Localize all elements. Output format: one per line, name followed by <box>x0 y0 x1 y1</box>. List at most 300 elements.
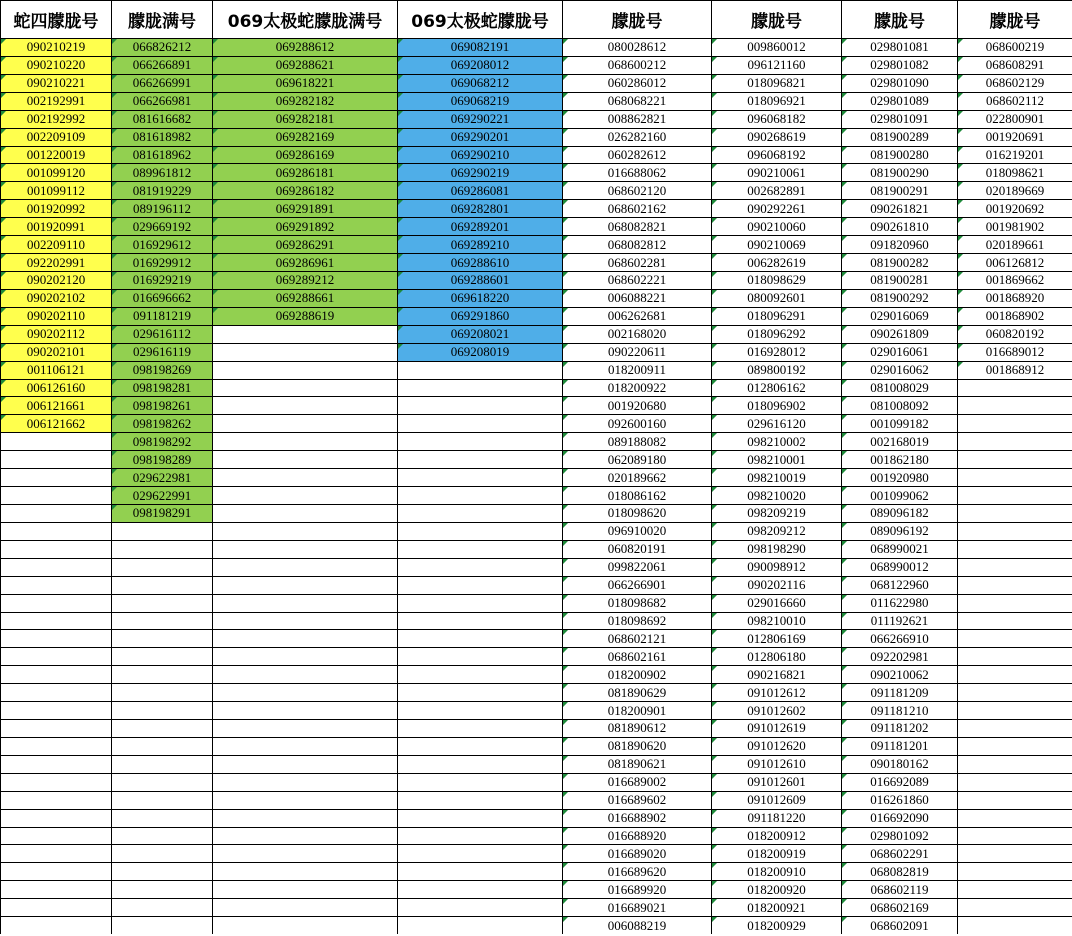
table-cell[interactable]: 091012619 <box>712 720 842 738</box>
table-cell[interactable] <box>958 666 1072 684</box>
table-cell[interactable]: 018098682 <box>563 594 712 612</box>
table-cell[interactable] <box>398 881 563 899</box>
table-cell[interactable]: 096068182 <box>712 110 842 128</box>
table-cell[interactable]: 090098912 <box>712 558 842 576</box>
table-cell[interactable]: 026282160 <box>563 128 712 146</box>
table-cell[interactable] <box>398 755 563 773</box>
table-cell[interactable]: 069286182 <box>213 182 398 200</box>
table-cell[interactable] <box>112 899 213 917</box>
table-cell[interactable]: 068082812 <box>563 236 712 254</box>
table-cell[interactable]: 081919229 <box>112 182 213 200</box>
table-cell[interactable]: 091181210 <box>842 702 958 720</box>
table-cell[interactable]: 068602291 <box>842 845 958 863</box>
table-cell[interactable]: 080092601 <box>712 289 842 307</box>
table-cell[interactable] <box>1 648 112 666</box>
table-cell[interactable]: 090210219 <box>1 39 112 57</box>
table-cell[interactable]: 001920980 <box>842 469 958 487</box>
table-cell[interactable] <box>1 917 112 934</box>
table-cell[interactable] <box>1 881 112 899</box>
table-cell[interactable] <box>213 540 398 558</box>
table-cell[interactable] <box>213 397 398 415</box>
table-cell[interactable] <box>398 648 563 666</box>
table-cell[interactable] <box>398 702 563 720</box>
table-cell[interactable]: 006121661 <box>1 397 112 415</box>
table-cell[interactable]: 098198262 <box>112 415 213 433</box>
table-cell[interactable]: 090210069 <box>712 236 842 254</box>
table-cell[interactable]: 081616682 <box>112 110 213 128</box>
table-cell[interactable]: 006126812 <box>958 254 1072 272</box>
table-cell[interactable]: 011192621 <box>842 612 958 630</box>
table-cell[interactable]: 098209212 <box>712 522 842 540</box>
table-cell[interactable]: 091181220 <box>712 809 842 827</box>
table-cell[interactable] <box>398 433 563 451</box>
table-cell[interactable] <box>112 522 213 540</box>
table-cell[interactable] <box>958 755 1072 773</box>
table-cell[interactable] <box>213 522 398 540</box>
table-cell[interactable] <box>112 540 213 558</box>
table-cell[interactable]: 080028612 <box>563 39 712 57</box>
table-cell[interactable]: 016929219 <box>112 271 213 289</box>
table-cell[interactable]: 069068212 <box>398 74 563 92</box>
table-cell[interactable]: 081900289 <box>842 128 958 146</box>
table-cell[interactable] <box>112 612 213 630</box>
table-cell[interactable]: 089961812 <box>112 164 213 182</box>
table-cell[interactable] <box>1 522 112 540</box>
table-cell[interactable]: 029801090 <box>842 74 958 92</box>
table-cell[interactable]: 081890612 <box>563 720 712 738</box>
table-cell[interactable]: 098198269 <box>112 361 213 379</box>
table-cell[interactable]: 006121662 <box>1 415 112 433</box>
table-cell[interactable]: 066266991 <box>112 74 213 92</box>
table-cell[interactable]: 081900280 <box>842 146 958 164</box>
table-cell[interactable]: 069288612 <box>213 39 398 57</box>
table-cell[interactable]: 001220019 <box>1 146 112 164</box>
table-cell[interactable]: 068602129 <box>958 74 1072 92</box>
table-cell[interactable]: 098210001 <box>712 451 842 469</box>
table-cell[interactable]: 069208021 <box>398 325 563 343</box>
table-cell[interactable]: 068602161 <box>563 648 712 666</box>
table-cell[interactable] <box>112 720 213 738</box>
table-cell[interactable]: 069208019 <box>398 343 563 361</box>
table-cell[interactable]: 018200919 <box>712 845 842 863</box>
table-cell[interactable] <box>1 504 112 522</box>
table-cell[interactable]: 018200921 <box>712 899 842 917</box>
table-cell[interactable]: 022800901 <box>958 110 1072 128</box>
table-cell[interactable]: 029669192 <box>112 218 213 236</box>
table-cell[interactable]: 018200912 <box>712 827 842 845</box>
table-cell[interactable]: 081900292 <box>842 289 958 307</box>
table-cell[interactable] <box>213 415 398 433</box>
table-cell[interactable]: 090202110 <box>1 307 112 325</box>
table-cell[interactable]: 016689021 <box>563 899 712 917</box>
table-cell[interactable]: 001099112 <box>1 182 112 200</box>
table-cell[interactable]: 069289210 <box>398 236 563 254</box>
table-cell[interactable]: 069288601 <box>398 271 563 289</box>
table-cell[interactable]: 098210020 <box>712 487 842 505</box>
table-cell[interactable] <box>1 594 112 612</box>
table-cell[interactable]: 066266901 <box>563 576 712 594</box>
table-cell[interactable]: 012806180 <box>712 648 842 666</box>
table-cell[interactable]: 091820960 <box>842 236 958 254</box>
table-cell[interactable]: 090202101 <box>1 343 112 361</box>
table-cell[interactable] <box>398 522 563 540</box>
table-cell[interactable] <box>213 504 398 522</box>
table-cell[interactable]: 029016660 <box>712 594 842 612</box>
table-cell[interactable] <box>213 612 398 630</box>
table-cell[interactable]: 016929612 <box>112 236 213 254</box>
table-cell[interactable]: 091181219 <box>112 307 213 325</box>
table-cell[interactable]: 089188082 <box>563 433 712 451</box>
table-cell[interactable]: 091012609 <box>712 791 842 809</box>
table-cell[interactable] <box>398 827 563 845</box>
table-cell[interactable] <box>213 791 398 809</box>
table-cell[interactable]: 066266891 <box>112 56 213 74</box>
table-cell[interactable] <box>112 558 213 576</box>
table-cell[interactable]: 001920991 <box>1 218 112 236</box>
table-cell[interactable] <box>1 755 112 773</box>
table-cell[interactable] <box>958 379 1072 397</box>
table-cell[interactable] <box>398 845 563 863</box>
table-cell[interactable]: 098210002 <box>712 433 842 451</box>
table-cell[interactable] <box>213 487 398 505</box>
table-cell[interactable]: 091181209 <box>842 684 958 702</box>
table-cell[interactable] <box>398 504 563 522</box>
table-cell[interactable]: 092202981 <box>842 648 958 666</box>
table-cell[interactable]: 011622980 <box>842 594 958 612</box>
table-cell[interactable] <box>398 809 563 827</box>
table-cell[interactable]: 016696662 <box>112 289 213 307</box>
table-cell[interactable]: 081008092 <box>842 397 958 415</box>
table-cell[interactable]: 016692090 <box>842 809 958 827</box>
table-cell[interactable] <box>1 863 112 881</box>
table-cell[interactable]: 090202116 <box>712 576 842 594</box>
table-cell[interactable]: 098198291 <box>112 504 213 522</box>
table-cell[interactable]: 069289212 <box>213 271 398 289</box>
table-cell[interactable]: 090210220 <box>1 56 112 74</box>
table-cell[interactable] <box>213 917 398 934</box>
table-cell[interactable] <box>1 558 112 576</box>
table-cell[interactable] <box>1 469 112 487</box>
table-cell[interactable]: 006262681 <box>563 307 712 325</box>
table-cell[interactable] <box>958 558 1072 576</box>
table-cell[interactable]: 068602121 <box>563 630 712 648</box>
table-cell[interactable] <box>1 630 112 648</box>
table-cell[interactable] <box>398 415 563 433</box>
table-cell[interactable] <box>112 827 213 845</box>
table-cell[interactable]: 098210010 <box>712 612 842 630</box>
header-cell-6[interactable]: 朦胧号 <box>712 1 842 39</box>
table-cell[interactable] <box>958 863 1072 881</box>
table-cell[interactable]: 066266981 <box>112 92 213 110</box>
table-cell[interactable] <box>213 737 398 755</box>
table-cell[interactable] <box>1 899 112 917</box>
header-cell-2[interactable]: 朦胧满号 <box>112 1 213 39</box>
table-cell[interactable] <box>1 451 112 469</box>
header-cell-5[interactable]: 朦胧号 <box>563 1 712 39</box>
table-cell[interactable]: 091012610 <box>712 755 842 773</box>
table-cell[interactable]: 016928012 <box>712 343 842 361</box>
header-cell-3[interactable]: 069太极蛇朦胧满号 <box>213 1 398 39</box>
table-cell[interactable]: 001920680 <box>563 397 712 415</box>
table-cell[interactable] <box>1 487 112 505</box>
table-cell[interactable] <box>112 630 213 648</box>
table-cell[interactable] <box>398 917 563 934</box>
table-cell[interactable] <box>213 827 398 845</box>
table-cell[interactable]: 068082821 <box>563 218 712 236</box>
table-cell[interactable]: 001920691 <box>958 128 1072 146</box>
table-cell[interactable] <box>1 540 112 558</box>
table-cell[interactable] <box>958 845 1072 863</box>
table-cell[interactable]: 069068219 <box>398 92 563 110</box>
table-cell[interactable] <box>112 684 213 702</box>
table-cell[interactable]: 096068192 <box>712 146 842 164</box>
table-cell[interactable] <box>958 809 1072 827</box>
table-cell[interactable]: 016688920 <box>563 827 712 845</box>
table-cell[interactable]: 018200922 <box>563 379 712 397</box>
table-cell[interactable]: 066266910 <box>842 630 958 648</box>
table-cell[interactable]: 001099120 <box>1 164 112 182</box>
table-cell[interactable] <box>398 487 563 505</box>
table-cell[interactable]: 018096291 <box>712 307 842 325</box>
table-cell[interactable] <box>112 917 213 934</box>
table-cell[interactable] <box>398 773 563 791</box>
table-cell[interactable]: 020189662 <box>563 469 712 487</box>
table-cell[interactable]: 081890620 <box>563 737 712 755</box>
table-cell[interactable]: 068602091 <box>842 917 958 934</box>
table-cell[interactable]: 098198290 <box>712 540 842 558</box>
table-cell[interactable] <box>213 361 398 379</box>
table-cell[interactable]: 060820191 <box>563 540 712 558</box>
table-cell[interactable]: 068602281 <box>563 254 712 272</box>
table-cell[interactable]: 068990012 <box>842 558 958 576</box>
table-cell[interactable]: 018096921 <box>712 92 842 110</box>
table-cell[interactable]: 069082191 <box>398 39 563 57</box>
table-cell[interactable]: 068990021 <box>842 540 958 558</box>
table-cell[interactable] <box>958 487 1072 505</box>
table-cell[interactable]: 002168020 <box>563 325 712 343</box>
table-cell[interactable]: 029616119 <box>112 343 213 361</box>
table-cell[interactable]: 016692089 <box>842 773 958 791</box>
table-cell[interactable]: 089196112 <box>112 200 213 218</box>
table-cell[interactable]: 081008029 <box>842 379 958 397</box>
table-cell[interactable] <box>1 666 112 684</box>
table-cell[interactable]: 098198281 <box>112 379 213 397</box>
table-cell[interactable]: 099822061 <box>563 558 712 576</box>
table-cell[interactable]: 069286169 <box>213 146 398 164</box>
table-cell[interactable]: 029616112 <box>112 325 213 343</box>
table-cell[interactable]: 018096292 <box>712 325 842 343</box>
table-cell[interactable]: 069286961 <box>213 254 398 272</box>
table-cell[interactable]: 069288610 <box>398 254 563 272</box>
table-cell[interactable]: 002192991 <box>1 92 112 110</box>
table-cell[interactable]: 069290221 <box>398 110 563 128</box>
table-cell[interactable] <box>958 773 1072 791</box>
table-cell[interactable]: 089096182 <box>842 504 958 522</box>
table-cell[interactable]: 069286081 <box>398 182 563 200</box>
table-cell[interactable]: 068602112 <box>958 92 1072 110</box>
table-cell[interactable]: 068608291 <box>958 56 1072 74</box>
table-cell[interactable]: 016689002 <box>563 773 712 791</box>
table-cell[interactable] <box>213 469 398 487</box>
table-cell[interactable] <box>213 630 398 648</box>
table-cell[interactable]: 089800192 <box>712 361 842 379</box>
table-cell[interactable] <box>213 863 398 881</box>
table-cell[interactable]: 001862180 <box>842 451 958 469</box>
table-cell[interactable] <box>398 558 563 576</box>
table-cell[interactable]: 018200920 <box>712 881 842 899</box>
table-cell[interactable] <box>112 845 213 863</box>
table-cell[interactable] <box>398 397 563 415</box>
table-cell[interactable] <box>398 361 563 379</box>
table-cell[interactable]: 016219201 <box>958 146 1072 164</box>
table-cell[interactable]: 068082819 <box>842 863 958 881</box>
table-cell[interactable] <box>1 845 112 863</box>
table-cell[interactable] <box>958 684 1072 702</box>
table-cell[interactable]: 069291860 <box>398 307 563 325</box>
table-cell[interactable]: 018098692 <box>563 612 712 630</box>
table-cell[interactable]: 029622981 <box>112 469 213 487</box>
table-cell[interactable] <box>213 666 398 684</box>
table-cell[interactable]: 001106121 <box>1 361 112 379</box>
table-cell[interactable]: 018200901 <box>563 702 712 720</box>
table-cell[interactable]: 081900290 <box>842 164 958 182</box>
table-cell[interactable]: 020189669 <box>958 182 1072 200</box>
table-cell[interactable]: 091012620 <box>712 737 842 755</box>
table-cell[interactable]: 016689602 <box>563 791 712 809</box>
table-cell[interactable] <box>213 648 398 666</box>
table-cell[interactable] <box>958 576 1072 594</box>
table-cell[interactable]: 069282182 <box>213 92 398 110</box>
table-cell[interactable]: 018200911 <box>563 361 712 379</box>
table-cell[interactable] <box>112 576 213 594</box>
table-cell[interactable]: 091181201 <box>842 737 958 755</box>
table-cell[interactable]: 002192992 <box>1 110 112 128</box>
table-cell[interactable]: 012806169 <box>712 630 842 648</box>
table-cell[interactable]: 090210221 <box>1 74 112 92</box>
table-cell[interactable]: 090261810 <box>842 218 958 236</box>
table-cell[interactable] <box>112 702 213 720</box>
table-cell[interactable] <box>398 594 563 612</box>
table-cell[interactable]: 012806162 <box>712 379 842 397</box>
table-cell[interactable]: 068602221 <box>563 271 712 289</box>
table-cell[interactable]: 081618962 <box>112 146 213 164</box>
table-cell[interactable]: 029616120 <box>712 415 842 433</box>
table-cell[interactable]: 029622991 <box>112 487 213 505</box>
table-cell[interactable]: 098198292 <box>112 433 213 451</box>
table-cell[interactable]: 001099182 <box>842 415 958 433</box>
table-cell[interactable] <box>398 899 563 917</box>
table-cell[interactable]: 018200929 <box>712 917 842 934</box>
table-cell[interactable]: 069286291 <box>213 236 398 254</box>
table-cell[interactable]: 068602169 <box>842 899 958 917</box>
table-cell[interactable]: 090216821 <box>712 666 842 684</box>
table-cell[interactable] <box>213 379 398 397</box>
table-cell[interactable]: 029801081 <box>842 39 958 57</box>
table-cell[interactable] <box>958 899 1072 917</box>
header-cell-4[interactable]: 069太极蛇朦胧号 <box>398 1 563 39</box>
table-cell[interactable]: 029801089 <box>842 92 958 110</box>
table-cell[interactable]: 069290201 <box>398 128 563 146</box>
table-cell[interactable]: 001869662 <box>958 271 1072 289</box>
table-cell[interactable]: 069286181 <box>213 164 398 182</box>
table-cell[interactable] <box>213 576 398 594</box>
table-cell[interactable] <box>958 504 1072 522</box>
table-cell[interactable] <box>398 576 563 594</box>
table-cell[interactable]: 018200902 <box>563 666 712 684</box>
table-cell[interactable] <box>398 666 563 684</box>
table-cell[interactable] <box>112 737 213 755</box>
table-cell[interactable] <box>213 433 398 451</box>
table-cell[interactable]: 081900281 <box>842 271 958 289</box>
table-cell[interactable]: 018098621 <box>958 164 1072 182</box>
table-cell[interactable]: 068122960 <box>842 576 958 594</box>
table-cell[interactable] <box>398 863 563 881</box>
table-cell[interactable]: 001099062 <box>842 487 958 505</box>
table-cell[interactable]: 016688902 <box>563 809 712 827</box>
table-cell[interactable] <box>958 469 1072 487</box>
table-cell[interactable] <box>112 648 213 666</box>
table-cell[interactable]: 016689020 <box>563 845 712 863</box>
table-cell[interactable]: 090180162 <box>842 755 958 773</box>
table-cell[interactable] <box>958 451 1072 469</box>
table-cell[interactable]: 090261809 <box>842 325 958 343</box>
table-cell[interactable]: 029016062 <box>842 361 958 379</box>
table-cell[interactable] <box>398 612 563 630</box>
table-cell[interactable] <box>958 648 1072 666</box>
table-cell[interactable]: 096910020 <box>563 522 712 540</box>
table-cell[interactable] <box>958 720 1072 738</box>
table-cell[interactable] <box>213 720 398 738</box>
table-cell[interactable]: 029016069 <box>842 307 958 325</box>
table-cell[interactable] <box>1 809 112 827</box>
table-cell[interactable] <box>398 540 563 558</box>
table-cell[interactable]: 098198289 <box>112 451 213 469</box>
table-cell[interactable]: 060820192 <box>958 325 1072 343</box>
table-cell[interactable] <box>1 773 112 791</box>
table-cell[interactable] <box>1 684 112 702</box>
table-cell[interactable] <box>958 397 1072 415</box>
table-cell[interactable] <box>112 594 213 612</box>
table-cell[interactable]: 069618221 <box>213 74 398 92</box>
table-cell[interactable]: 090202102 <box>1 289 112 307</box>
table-cell[interactable]: 029801082 <box>842 56 958 74</box>
table-cell[interactable] <box>1 720 112 738</box>
table-cell[interactable]: 090261821 <box>842 200 958 218</box>
table-cell[interactable] <box>213 702 398 720</box>
table-cell[interactable]: 089096192 <box>842 522 958 540</box>
table-cell[interactable]: 016689620 <box>563 863 712 881</box>
table-cell[interactable]: 081900291 <box>842 182 958 200</box>
table-cell[interactable] <box>1 702 112 720</box>
table-cell[interactable] <box>112 809 213 827</box>
table-cell[interactable]: 096121160 <box>712 56 842 74</box>
table-cell[interactable] <box>398 469 563 487</box>
table-cell[interactable] <box>958 702 1072 720</box>
table-cell[interactable]: 090202112 <box>1 325 112 343</box>
table-cell[interactable]: 018096902 <box>712 397 842 415</box>
table-cell[interactable]: 029801092 <box>842 827 958 845</box>
table-cell[interactable]: 090210061 <box>712 164 842 182</box>
table-cell[interactable]: 069291891 <box>213 200 398 218</box>
table-cell[interactable] <box>112 666 213 684</box>
table-cell[interactable] <box>1 737 112 755</box>
table-cell[interactable] <box>398 379 563 397</box>
table-cell[interactable]: 016261860 <box>842 791 958 809</box>
table-cell[interactable]: 090220611 <box>563 343 712 361</box>
table-cell[interactable]: 016689012 <box>958 343 1072 361</box>
table-cell[interactable]: 081618982 <box>112 128 213 146</box>
table-cell[interactable] <box>958 433 1072 451</box>
